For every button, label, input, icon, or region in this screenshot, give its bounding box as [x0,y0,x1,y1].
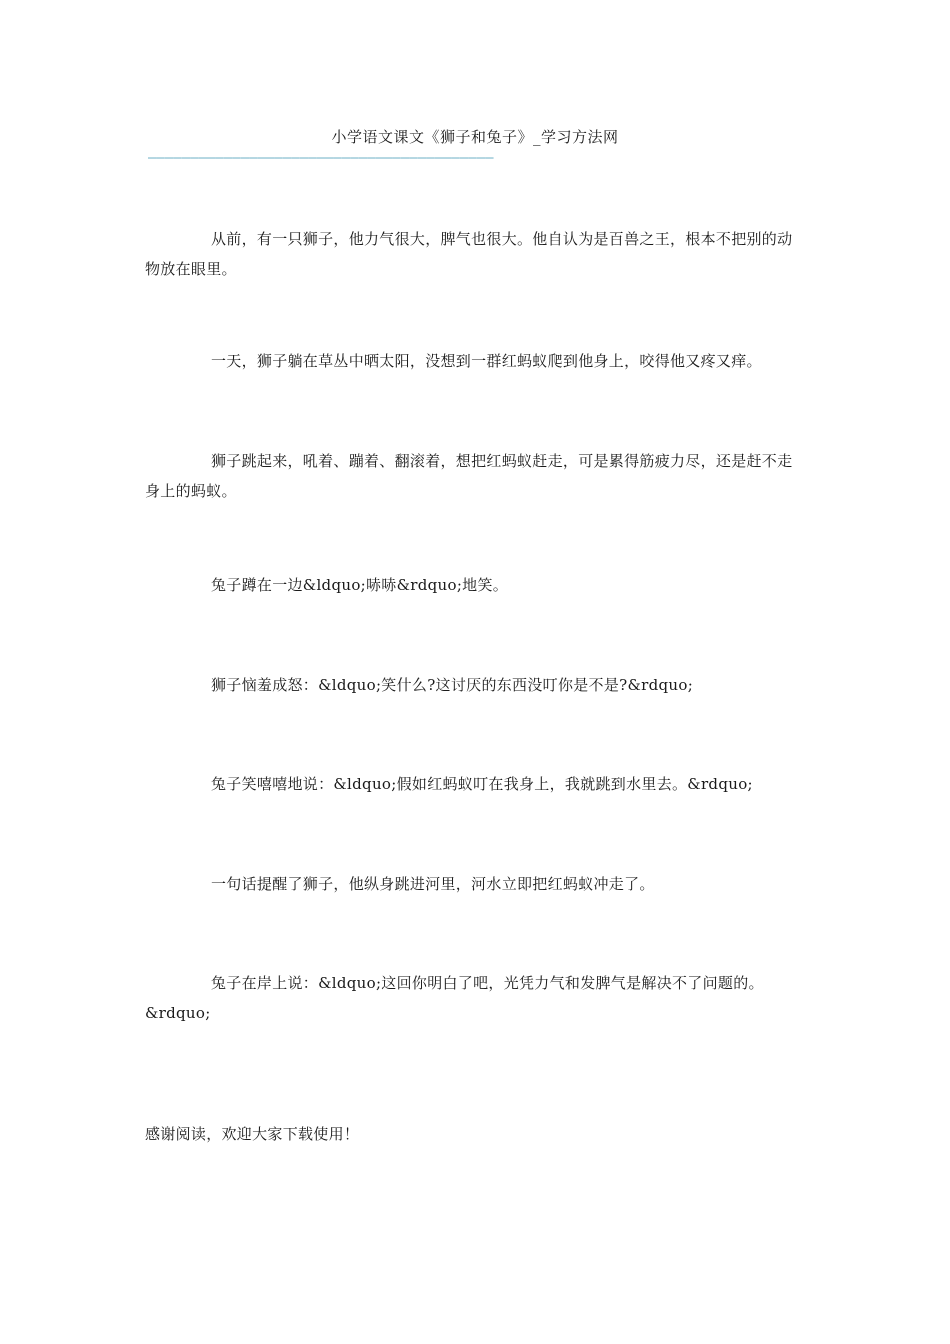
header-divider: ————————————————————————————————————————— [148,152,494,164]
paragraph-5: 狮子恼羞成怒：&ldquo;笑什么?这讨厌的东西没叮你是不是?&rdquo; [211,676,694,694]
paragraph-8: 兔子在岸上说：&ldquo;这回你明白了吧，光凭力气和发脾气是解决不了问题的。&rdquo; [145,974,764,1022]
page-title: 小学语文课文《狮子和兔子》_学习方法网 [331,128,619,146]
paragraph-1: 从前，有一只狮子，他力气很大，脾气也很大。他自认为是百兽之王，根本不把别的动物放在眼里。 [145,230,793,278]
paragraph-2: 一天，狮子躺在草丛中晒太阳，没想到一群红蚂蚁爬到他身上，咬得他又疼又痒。 [211,352,762,370]
paragraph-7: 一句话提醒了狮子，他纵身跳进河里，河水立即把红蚂蚁冲走了。 [211,875,655,893]
closing-note: 感谢阅读，欢迎大家下载使用！ [145,1125,360,1143]
paragraph-3: 狮子跳起来，吼着、蹦着、翻滚着，想把红蚂蚁赶走，可是累得筋疲力尽，还是赶不走身上的蚂蚁。 [145,452,793,500]
paragraph-6: 兔子笑嘻嘻地说：&ldquo;假如红蚂蚁叮在我身上，我就跳到水里去。&rdquo; [211,775,753,793]
paragraph-4: 兔子蹲在一边&ldquo;哧哧&rdquo;地笑。 [211,576,509,594]
